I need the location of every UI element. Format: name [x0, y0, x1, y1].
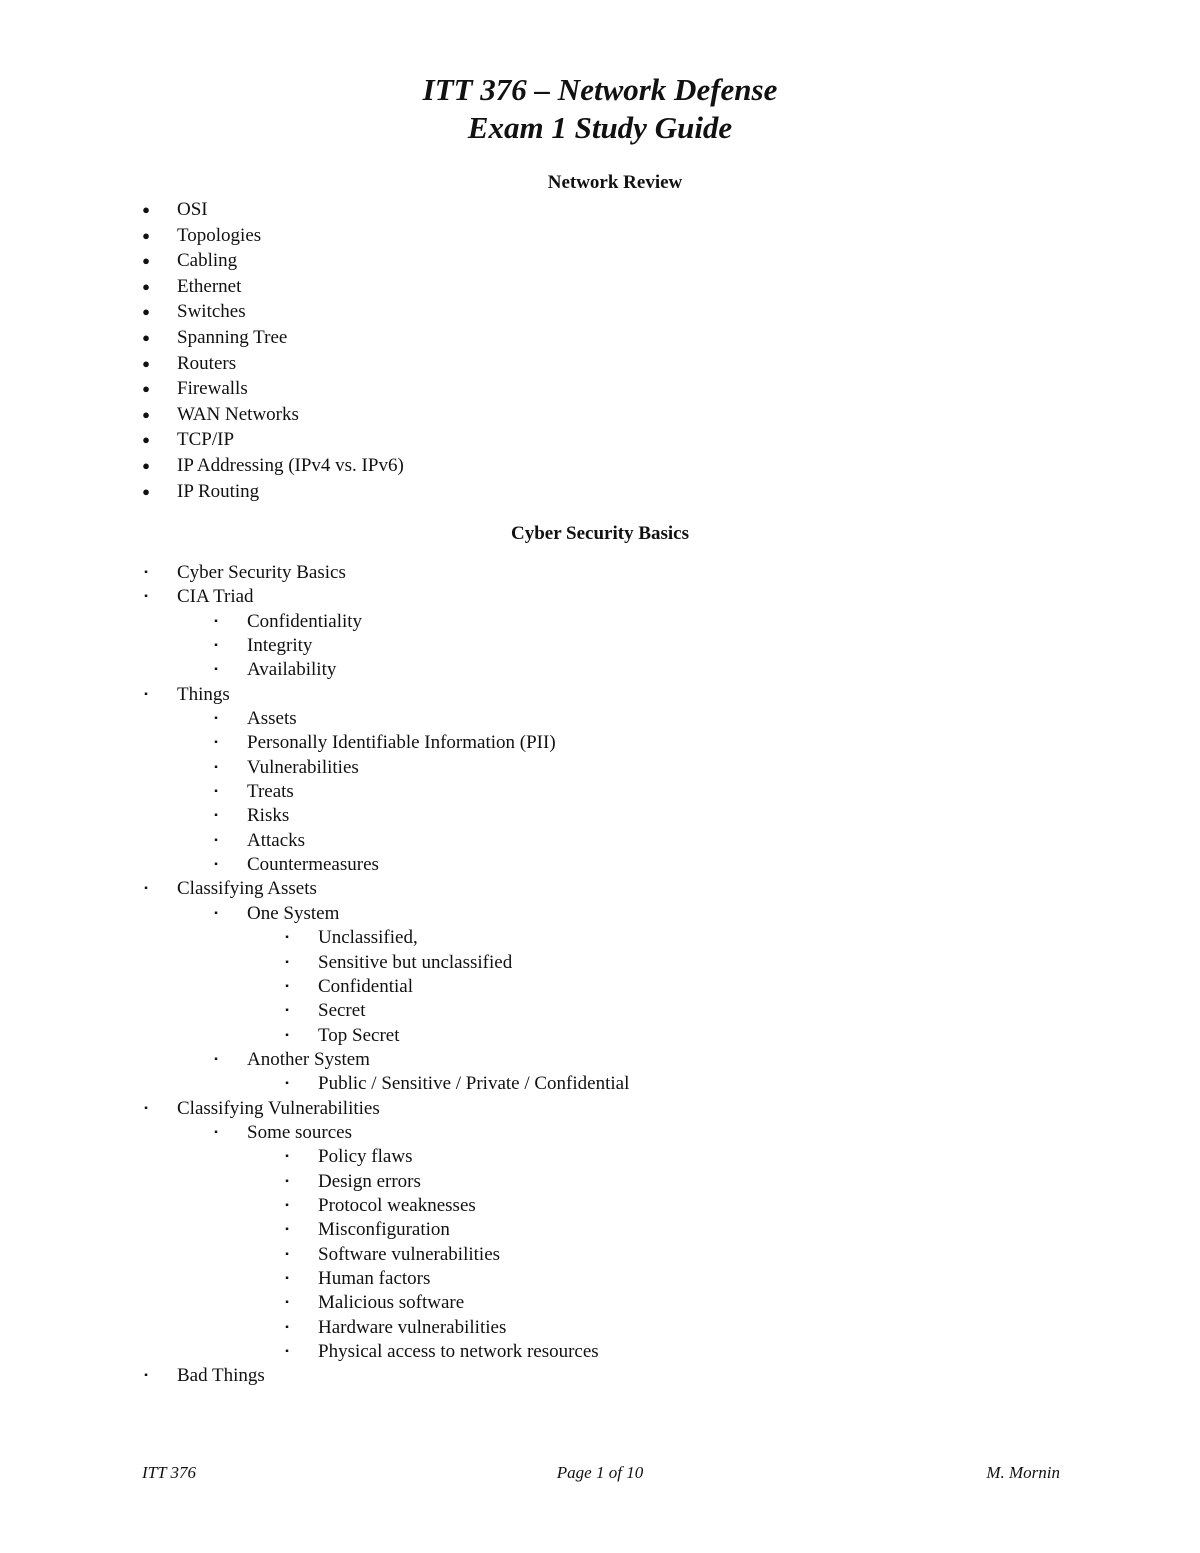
footer-course: ITT 376 [142, 1463, 197, 1482]
list-item-text: Another System [247, 1048, 370, 1070]
list-item-text: Classifying Vulnerabilities [177, 1097, 380, 1119]
bullet-icon: ● [142, 278, 150, 294]
list-item-text: Classifying Assets [177, 878, 317, 900]
bullet-icon: ● [142, 253, 150, 269]
bullet-icon: ● [142, 227, 150, 243]
document-subtitle: Exam 1 Study Guide [467, 110, 733, 145]
list-item-text: Public / Sensitive / Private / Confidential [318, 1073, 630, 1095]
list-item-text: TCP/IP [177, 429, 235, 451]
list-item-text: Firewalls [177, 378, 248, 400]
bullet-icon: ▪ [285, 1346, 289, 1357]
bullet-icon: ● [142, 355, 150, 371]
bullet-icon: ▪ [285, 1272, 289, 1284]
bullet-icon: ▪ [285, 1321, 289, 1333]
bullet-icon: ▪ [285, 1078, 289, 1090]
list-item-text: Unclassified, [318, 927, 418, 949]
document-title: ITT 376 – Network Defense [422, 72, 778, 107]
list-item-text: Design errors [318, 1170, 421, 1192]
list-item-text: Physical access to network resources [318, 1341, 599, 1362]
list-item-text: Things [177, 683, 230, 705]
list-item-text: Availability [247, 659, 337, 681]
bullet-icon: ● [142, 304, 150, 320]
bullet-icon: ▪ [144, 591, 148, 603]
bullet-icon: ▪ [285, 1029, 289, 1041]
bullet-icon: ▪ [285, 956, 289, 968]
list-item-text: Top Secret [318, 1024, 400, 1046]
network-review-heading: Network Review [547, 172, 683, 193]
bullet-icon: ▪ [214, 664, 218, 676]
list-item-text: IP Routing [177, 480, 260, 502]
list-item-text: Policy flaws [318, 1146, 413, 1168]
bullet-icon: ▪ [214, 786, 218, 798]
list-item-text: Risks [247, 805, 290, 827]
cyber-security-basics-heading: Cyber Security Basics [510, 523, 690, 544]
list-item-text: One System [247, 902, 340, 924]
bullet-icon: ▪ [144, 1370, 148, 1382]
list-item-text: Sensitive but unclassified [318, 951, 513, 973]
list-item-text: Ethernet [177, 275, 242, 297]
bullet-icon: ▪ [214, 713, 218, 725]
list-item-text: Personally Identifiable Information (PII) [247, 732, 556, 754]
list-item-text: Confidential [318, 975, 413, 997]
list-item-text: Misconfiguration [318, 1219, 450, 1241]
bullet-icon: ▪ [144, 567, 148, 578]
list-item-text: Cyber Security Basics [177, 562, 346, 583]
bullet-icon: ▪ [214, 1053, 218, 1065]
list-item-text: Integrity [247, 635, 313, 657]
list-item-text: Countermeasures [247, 854, 379, 876]
bullet-icon: ▪ [214, 761, 218, 773]
list-item-text: Attacks [247, 829, 306, 851]
bullet-icon: ▪ [214, 907, 218, 919]
bullet-icon: ▪ [144, 1102, 148, 1114]
bullet-icon: ▪ [214, 640, 218, 652]
list-item-text: Bad Things [177, 1365, 265, 1387]
bullet-icon: ▪ [214, 615, 218, 627]
bullet-icon: ▪ [285, 1151, 289, 1163]
list-item-text: Some sources [247, 1121, 353, 1143]
bullet-icon: ▪ [285, 1297, 289, 1309]
list-item-text: Confidentiality [247, 610, 363, 632]
bullet-icon: ● [142, 432, 150, 448]
bullet-icon: ▪ [214, 859, 218, 871]
bullet-icon: ▪ [214, 737, 218, 749]
list-item-text: Spanning Tree [177, 326, 288, 348]
list-item-text: Assets [247, 708, 297, 730]
list-item-text: CIA Triad [177, 586, 254, 608]
bullet-icon: ● [142, 381, 150, 397]
bullet-icon: ● [142, 483, 150, 499]
bullet-icon: ▪ [144, 688, 148, 700]
bullet-icon: ▪ [285, 1175, 289, 1187]
list-item-text: Treats [247, 781, 294, 803]
list-item-text: Malicious software [318, 1292, 465, 1314]
list-item-text: Switches [177, 301, 246, 323]
footer-page-number: Page 1 of 10 [556, 1463, 644, 1482]
list-item-text: Human factors [318, 1267, 431, 1289]
bullet-icon: ● [142, 406, 150, 422]
list-item-text: Routers [177, 352, 237, 374]
list-item-text: OSI [177, 199, 208, 220]
list-item-text: Secret [318, 1000, 366, 1022]
list-item-text: Hardware vulnerabilities [318, 1316, 507, 1338]
bullet-icon: ▪ [285, 1224, 289, 1236]
bullet-icon: ▪ [214, 1126, 218, 1138]
bullet-icon: ▪ [214, 810, 218, 822]
bullet-icon: ▪ [285, 1005, 289, 1017]
bullet-icon: ▪ [285, 932, 289, 944]
list-item-text: Protocol weaknesses [318, 1194, 476, 1216]
bullet-icon: ● [142, 329, 150, 345]
bullet-icon: ● [142, 202, 150, 217]
footer-author: M. Mornin [986, 1463, 1060, 1482]
bullet-icon: ▪ [285, 1199, 289, 1211]
list-item-text: IP Addressing (IPv4 vs. IPv6) [177, 454, 404, 476]
list-item-text: Topologies [177, 224, 262, 246]
list-item-text: Vulnerabilities [247, 756, 359, 778]
bullet-icon: ▪ [285, 980, 289, 992]
list-item-text: WAN Networks [177, 403, 299, 425]
list-item-text: Software vulnerabilities [318, 1243, 501, 1265]
bullet-icon: ▪ [285, 1248, 289, 1260]
bullet-icon: ▪ [144, 883, 148, 895]
list-item-text: Cabling [177, 250, 238, 272]
bullet-icon: ▪ [214, 834, 218, 846]
bullet-icon: ● [142, 457, 150, 473]
